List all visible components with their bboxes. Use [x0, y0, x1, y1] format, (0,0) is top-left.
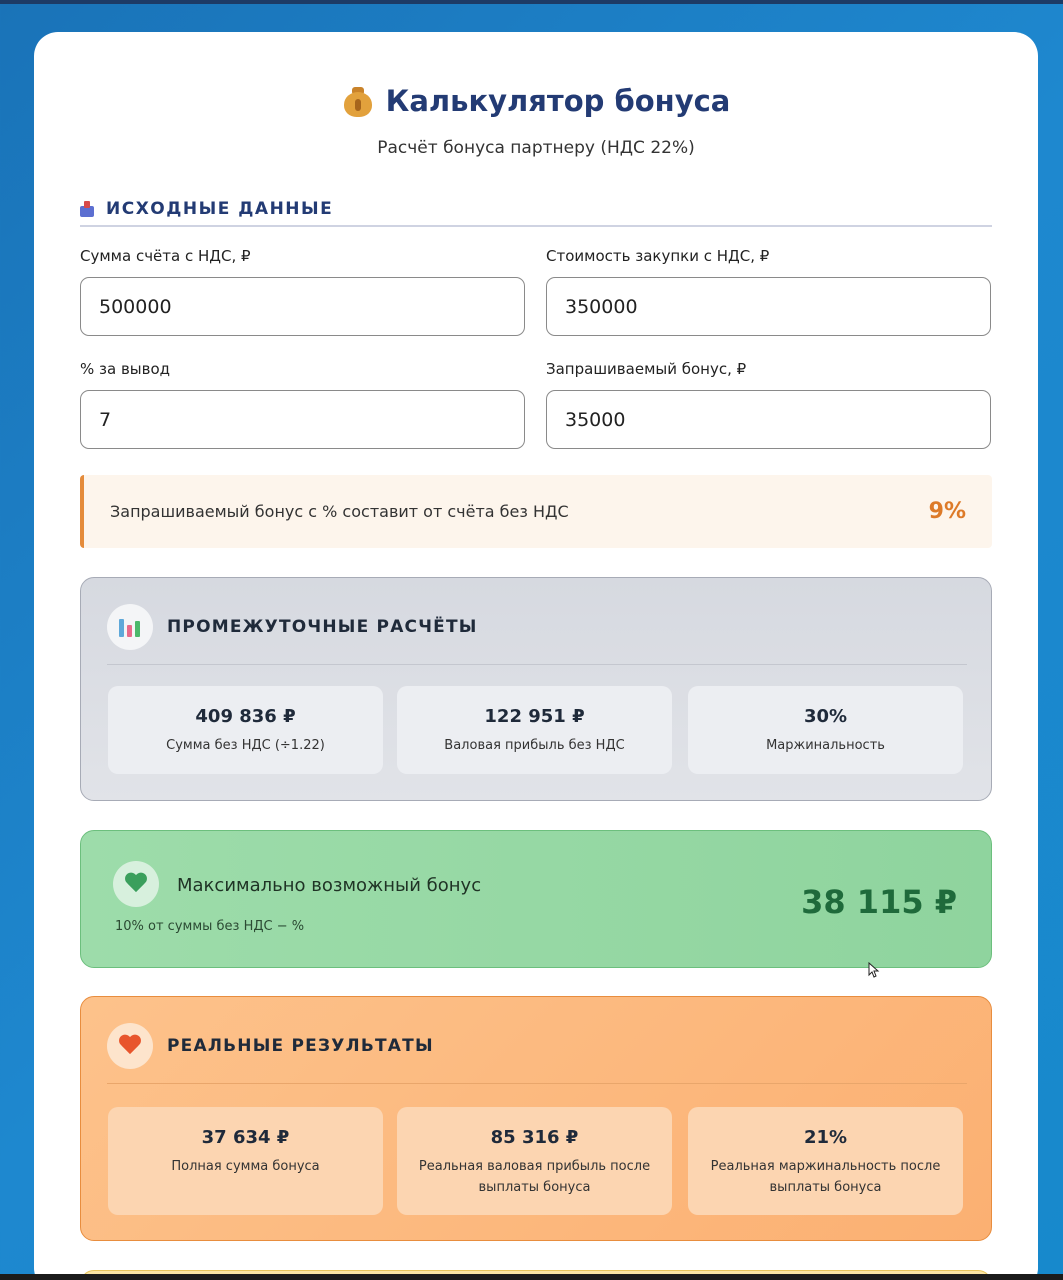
divider [107, 664, 967, 665]
top-edge [0, 0, 1063, 4]
bar-chart-icon [107, 604, 153, 650]
orange-heart-icon [107, 1023, 153, 1069]
page-subtitle: Расчёт бонуса партнеру (НДС 22%) [377, 138, 695, 158]
sum-without-vat-label: Сумма без НДС (÷1.22) [166, 738, 325, 753]
mouse-cursor-icon [868, 962, 880, 978]
real-results-panel [80, 996, 992, 1241]
notice-value: 9% [928, 499, 966, 524]
bottom-edge [0, 1274, 1063, 1280]
purchase-cost-label: Стоимость закупки с НДС, ₽ [546, 247, 770, 265]
full-bonus-label: Полная сумма бонуса [171, 1159, 320, 1174]
intermediate-title: ПРОМЕЖУТОЧНЫЕ РАСЧЁТЫ [167, 617, 478, 637]
real-margin-value: 21% [803, 1127, 848, 1148]
intermediate-header [107, 604, 478, 650]
clipboard-icon [80, 201, 94, 217]
max-bonus-title: Максимально возможный бонус [177, 875, 482, 896]
stat-card [397, 1107, 672, 1215]
real-margin-label: Реальная маржинальность после выплаты бонуса [710, 1159, 941, 1195]
purchase-cost-input[interactable] [546, 277, 991, 336]
max-bonus-value: 38 115 ₽ [801, 883, 957, 921]
gross-profit-value: 122 951 ₽ [484, 706, 585, 727]
stat-card [108, 1107, 383, 1215]
header [34, 32, 1038, 158]
invoice-sum-label: Сумма счёта с НДС, ₽ [80, 247, 251, 265]
invoice-sum-input[interactable] [80, 277, 525, 336]
real-results-header [107, 1023, 434, 1069]
margin-label: Маржинальность [766, 738, 885, 753]
withdrawal-percent-input[interactable] [80, 390, 525, 449]
max-bonus-note: 10% от суммы без НДС − % [115, 919, 305, 934]
stat-card [688, 686, 963, 774]
calculator-card [34, 32, 1038, 1280]
requested-bonus-label: Запрашиваемый бонус, ₽ [546, 360, 747, 378]
real-gross-profit-value: 85 316 ₽ [490, 1127, 579, 1148]
inputs-section-header [80, 192, 992, 227]
notice-text: Запрашиваемый бонус с % составит от счёта без НДС [110, 502, 569, 521]
page-title-text: Калькулятор бонуса [385, 84, 731, 118]
full-bonus-value: 37 634 ₽ [201, 1127, 290, 1148]
page-title [342, 84, 731, 118]
max-bonus-panel [80, 830, 992, 968]
intermediate-calculations-panel [80, 577, 992, 801]
requested-bonus-input[interactable] [546, 390, 991, 449]
stat-card [688, 1107, 963, 1215]
sum-without-vat-value: 409 836 ₽ [195, 706, 296, 727]
bonus-percent-notice [80, 475, 992, 548]
withdrawal-percent-label: % за вывод [80, 360, 171, 378]
stat-card [397, 686, 672, 774]
margin-value: 30% [803, 706, 848, 727]
money-bag-icon [342, 84, 374, 118]
real-gross-profit-label: Реальная валовая прибыль после выплаты бонуса [418, 1159, 651, 1195]
green-heart-icon [113, 861, 159, 907]
stat-card [108, 686, 383, 774]
gross-profit-label: Валовая прибыль без НДС [444, 738, 625, 753]
real-results-title: РЕАЛЬНЫЕ РЕЗУЛЬТАТЫ [167, 1036, 434, 1056]
inputs-section-title: ИСХОДНЫЕ ДАННЫЕ [106, 198, 334, 219]
divider [107, 1083, 967, 1084]
